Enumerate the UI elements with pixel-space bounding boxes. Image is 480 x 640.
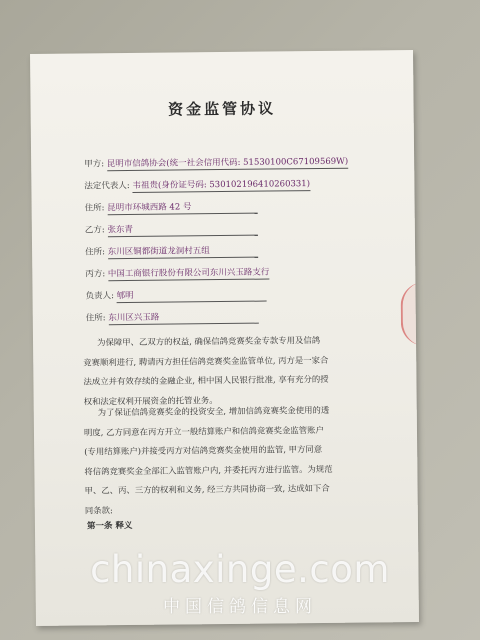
watermark-site-name: 中国信鸽信息网 [163,597,317,617]
purpose-paragraph [83,331,366,412]
field-value: 昆明市环城西路 42 号 [107,200,257,216]
paragraph-line: 甲、乙、丙、三方的权利和义务, 经三方共同协商一致, 达成如下合 [84,482,330,496]
party-a-address-field [85,200,258,216]
field-value: 中国工商银行股份有限公司东川兴玉路支行 [107,267,270,280]
paragraph-line: 为保障甲、乙双方的权益, 确保信鸽竞赛奖金专款专用及信鸽 [96,334,321,348]
field-value: 郇明 [117,288,267,304]
watermark-domain: chinaxinge.com [90,548,390,591]
paragraph-line: 权和法定权利开展资金的托管业务。 [83,394,218,406]
party-c-field [85,266,269,282]
document-title: 资金监管协议 [167,99,277,119]
field-value: 昆明市信鸽协会(统一社会信用代码: 51530100C67109569W) [106,156,349,170]
seal-stamp-edge [400,282,419,346]
agreement-paragraph [84,401,367,521]
field-value: 张东青 [107,222,257,238]
paragraph-line: 将信鸽竞赛奖金全部汇入监管账户内, 并委托丙方进行监管。为规范 [84,463,333,476]
paragraph-line: 法成立并有效存续的金融企业, 相中国人民银行批准, 享有充分的授 [83,373,329,387]
field-label: 住所: [84,203,105,214]
party-c-manager-field [85,288,266,304]
party-a-field [84,155,348,172]
paragraph-line: 为了保证信鸽竞赛奖金的投资安全, 增加信鸽竞赛奖金使用的透 [97,404,330,418]
field-label: 丙方: [85,269,106,280]
field-label: 负责人: [85,291,114,302]
paragraph-line: 同条款: [84,504,113,515]
party-b-address-field [85,244,258,260]
field-value: 韦祖贵(身份证号码: 530102196410260331) [132,179,311,191]
contract-page [30,50,419,626]
paragraph-line: (专用结算账户)并接受丙方对信鸽竞赛奖金使用的监管, 甲方同意 [84,443,323,457]
field-label: 甲方: [84,159,105,170]
paragraph-line: 竞赛顺利进行, 聘请丙方担任信鸽竞赛奖金监管单位, 丙方是一家合 [83,354,329,367]
field-label: 住所: [85,247,106,258]
party-b-field [85,222,258,238]
field-value: 东川区铜都街道龙洞村五组 [108,244,258,260]
paragraph-line: 明度, 乙方同意在丙方开立一般结算账户和信鸽竞赛奖金监管账户 [83,424,324,437]
legal-representative-field [84,177,310,193]
field-label: 乙方: [84,225,105,236]
field-label: 法定代表人: [84,180,130,192]
field-value: 东川区兴玉路 [108,310,258,326]
party-c-address-field [86,310,259,326]
field-label: 住所: [85,313,106,324]
section-heading: 第一条 释义 [86,520,133,532]
